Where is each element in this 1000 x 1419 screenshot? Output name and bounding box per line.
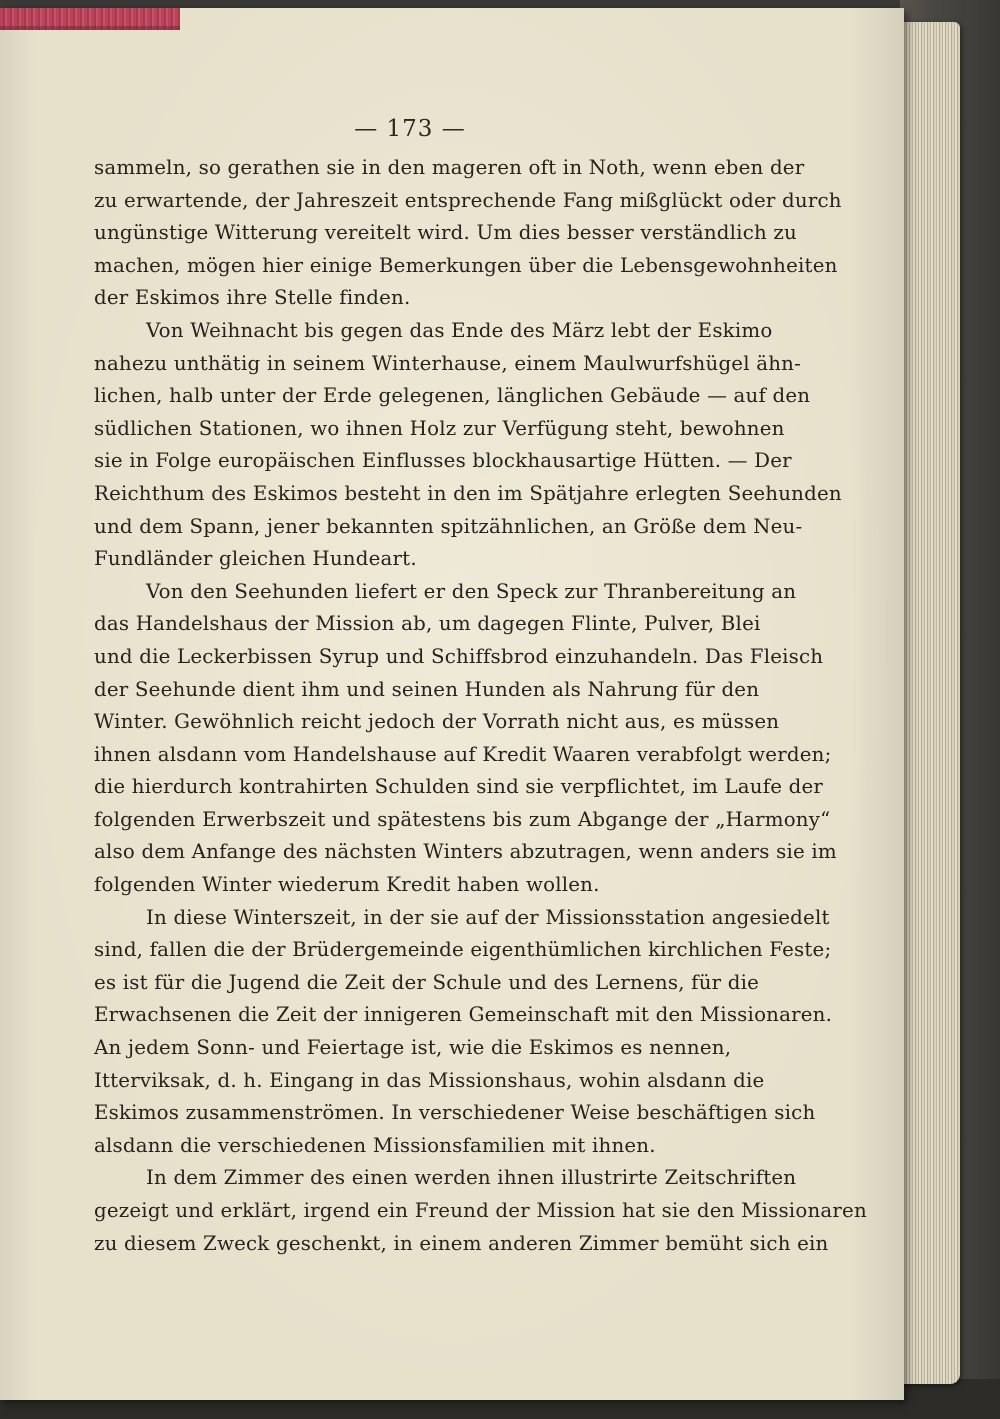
text-line: Von Weihnacht bis gegen das Ende des März lebt der Eskimo bbox=[146, 318, 773, 342]
text-line: sammeln, so gerathen sie in den mageren oft in Noth, wenn eben der bbox=[94, 156, 805, 179]
text-line: An jedem Sonn- und Feiertage ist, wie die Eskimos es nennen, bbox=[94, 1036, 732, 1060]
text-line: die hierdurch kontrahirten Schulden sind sie verpflichtet, im Laufe der bbox=[94, 775, 824, 799]
text-line: südlichen Stationen, wo ihnen Holz zur Verfügung steht, bewohnen bbox=[94, 416, 785, 440]
text-line: und die Leckerbissen Syrup und Schiffsbrod einzuhandeln. Das Fleisch bbox=[94, 644, 824, 668]
text-line: In dem Zimmer des einen werden ihnen illustrirte Zeitschriften bbox=[146, 1166, 797, 1190]
text-line: zu erwartende, der Jahreszeit entsprechende Fang mißglückt oder durch bbox=[94, 188, 842, 212]
page-number: — 173 — bbox=[354, 116, 466, 142]
text-line: also dem Anfange des nächsten Winters abzutragen, wenn anders sie im bbox=[94, 840, 837, 864]
text-line: ungünstige Witterung vereitelt wird. Um dies besser verständlich zu bbox=[94, 221, 797, 245]
text-line: Itterviksak, d. h. Eingang in das Missionshaus, wohin alsdann die bbox=[94, 1068, 765, 1092]
text-line: Reichthum des Eskimos besteht in den im Spätjahre erlegten Seehunden bbox=[94, 481, 842, 505]
text-line: sind, fallen die der Brüdergemeinde eigenthümlichen kirchlichen Feste; bbox=[94, 938, 832, 962]
binding-strip bbox=[0, 8, 180, 30]
text-line: gezeigt und erklärt, irgend ein Freund der Mission hat sie den Missionaren bbox=[94, 1199, 867, 1222]
text-line: folgenden Erwerbszeit und spätestens bis zum Abgange der „Harmony“ bbox=[94, 807, 831, 831]
text-line: Erwachsenen die Zeit der innigeren Gemeinschaft mit den Missionaren. bbox=[94, 1003, 833, 1027]
page-stack-edges bbox=[898, 22, 960, 1384]
text-line: alsdann die verschiedenen Missionsfamilien mit ihnen. bbox=[94, 1133, 656, 1157]
text-line: der Seehunde dient ihm und seinen Hunden als Nahrung für den bbox=[94, 677, 760, 701]
text-line: Fundländer gleichen Hundeart. bbox=[94, 547, 417, 571]
text-line: folgenden Winter wiederum Kredit haben wollen. bbox=[94, 873, 600, 897]
text-line: zu diesem Zweck geschenkt, in einem anderen Zimmer bemüht sich ein bbox=[94, 1231, 829, 1255]
text-line: sie in Folge europäischen Einflusses blockhausartige Hütten. — Der bbox=[94, 449, 792, 473]
body-text bbox=[94, 152, 867, 1260]
text-line: nahezu unthätig in seinem Winterhause, einem Maulwurfshügel ähn- bbox=[94, 351, 801, 375]
text-line: Winter. Gewöhnlich reicht jedoch der Vorrath nicht aus, es müssen bbox=[94, 710, 780, 734]
text-line: der Eskimos ihre Stelle finden. bbox=[94, 286, 411, 310]
page-sheet bbox=[0, 8, 904, 1400]
text-line: lichen, halb unter der Erde gelegenen, länglichen Gebäude — auf den bbox=[94, 384, 811, 408]
text-line: es ist für die Jugend die Zeit der Schule und des Lernens, für die bbox=[94, 970, 760, 994]
text-line: das Handelshaus der Mission ab, um dagegen Flinte, Pulver, Blei bbox=[94, 612, 761, 636]
text-line: machen, mögen hier einige Bemerkungen über die Lebensgewohnheiten bbox=[94, 253, 838, 277]
text-line: ihnen alsdann vom Handelshause auf Kredit Waaren verabfolgt werden; bbox=[94, 742, 832, 766]
text-line: Eskimos zusammenströmen. In verschiedener Weise beschäftigen sich bbox=[94, 1101, 816, 1125]
text-line: In diese Winterszeit, in der sie auf der Missionsstation angesiedelt bbox=[146, 905, 830, 929]
text-line: und dem Spann, jener bekannten spitzähnlichen, an Größe dem Neu- bbox=[94, 514, 803, 538]
text-line: Von den Seehunden liefert er den Speck zur Thranbereitung an bbox=[146, 579, 797, 603]
